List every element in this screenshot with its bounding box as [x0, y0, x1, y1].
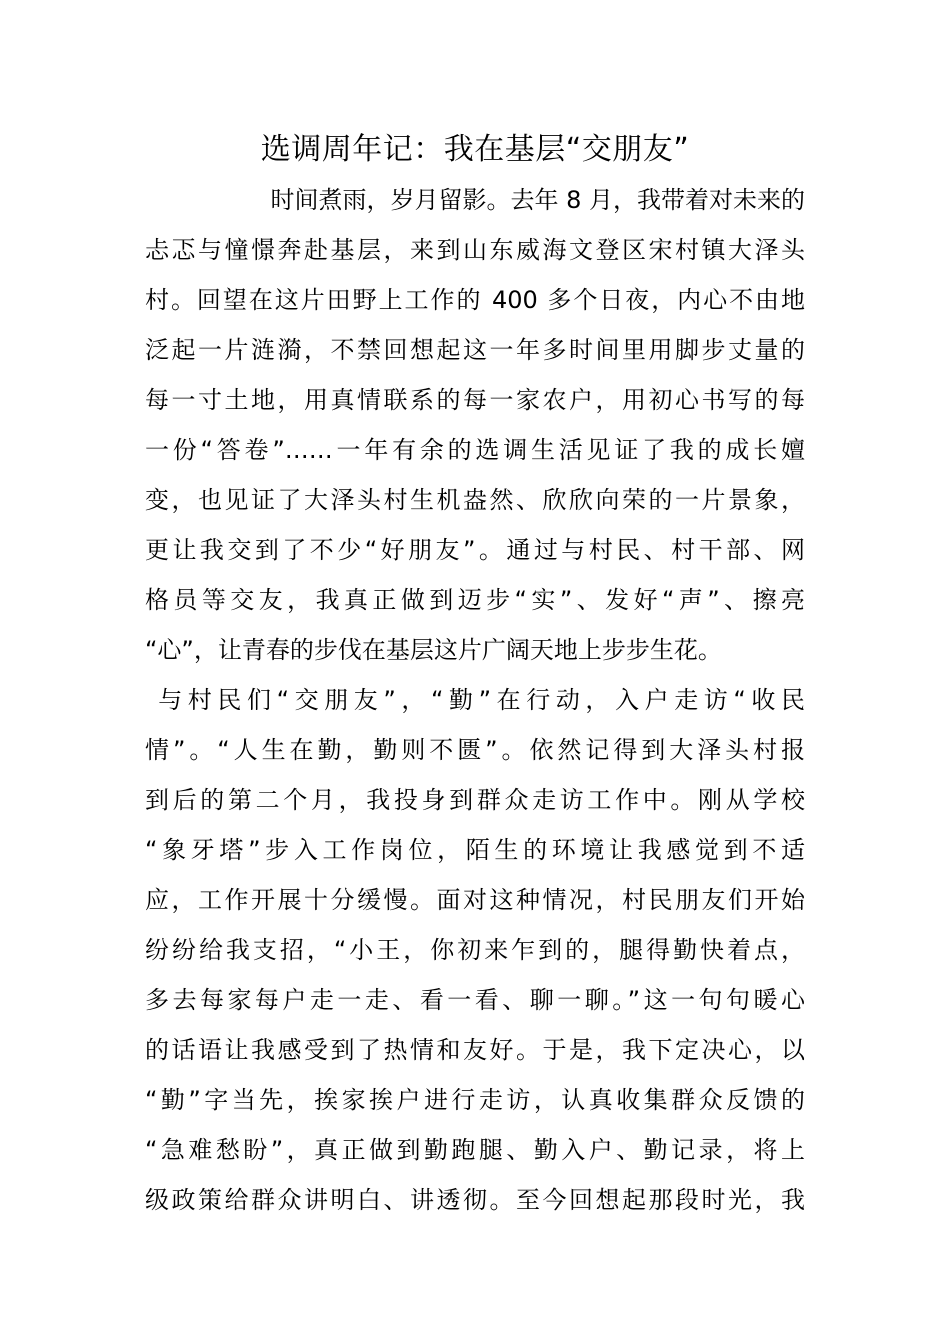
paragraph-1-line-8: 更让我交到了不少“好朋友”。通过与村民、村干部、网 — [145, 536, 805, 564]
document-title: 选调周年记：我在基层“交朋友” — [260, 132, 690, 167]
paragraph-2-line-7: 多去每家每户走一走、看一看、聊一聊。”这一句句暖心 — [145, 986, 805, 1014]
paragraph-2-line-5: 应，工作开展十分缓慢。面对这种情况，村民朋友们开始 — [145, 886, 805, 914]
paragraph-2-line-4: “象牙塔”步入工作岗位，陌生的环境让我感觉到不适 — [145, 836, 805, 864]
paragraph-1-line-4: 泛起一片涟漪，不禁回想起这一年多时间里用脚步丈量的 — [145, 336, 805, 364]
paragraph-1-line-1: 时间煮雨，岁月留影。去年 8 月，我带着对未来的 — [255, 186, 805, 214]
paragraph-1-line-10: “心”，让青春的步伐在基层这片广阔天地上步步生花。 — [145, 636, 722, 664]
paragraph-1-line-9: 格员等交友，我真正做到迈步“实”、发好“声”、擦亮 — [145, 586, 805, 614]
paragraph-1-line-7: 变，也见证了大泽头村生机盎然、欣欣向荣的一片景象， — [145, 486, 805, 514]
paragraph-1-line-5: 每一寸土地，用真情联系的每一家农户，用初心书写的每 — [145, 386, 805, 414]
paragraph-2-line-10: “急难愁盼”，真正做到勤跑腿、勤入户、勤记录，将上 — [145, 1136, 805, 1164]
paragraph-1-line-3: 村。回望在这片田野上工作的 400 多个日夜，内心不由地 — [145, 286, 805, 314]
paragraph-2-line-2: 情”。“人生在勤，勤则不匮”。依然记得到大泽头村报 — [145, 736, 805, 764]
paragraph-1-line-6: 一份“答卷”……一年有余的选调生活见证了我的成长嬗 — [145, 436, 805, 464]
paragraph-2-line-8: 的话语让我感受到了热情和友好。于是，我下定决心，以 — [145, 1036, 805, 1064]
paragraph-2-line-6: 纷纷给我支招，“小王，你初来乍到的，腿得勤快着点， — [145, 936, 805, 964]
paragraph-2-line-3: 到后的第二个月，我投身到群众走访工作中。刚从学校 — [145, 786, 805, 814]
paragraph-2-line-9: “勤”字当先，挨家挨户进行走访，认真收集群众反馈的 — [145, 1086, 805, 1114]
paragraph-1-line-2: 忐忑与憧憬奔赴基层，来到山东威海文登区宋村镇大泽头 — [145, 236, 805, 264]
paragraph-2-line-11: 级政策给群众讲明白、讲透彻。至今回想起那段时光，我 — [145, 1186, 805, 1214]
paragraph-2-line-1: 与村民们“交朋友”，“勤”在行动，入户走访“收民 — [145, 686, 805, 714]
